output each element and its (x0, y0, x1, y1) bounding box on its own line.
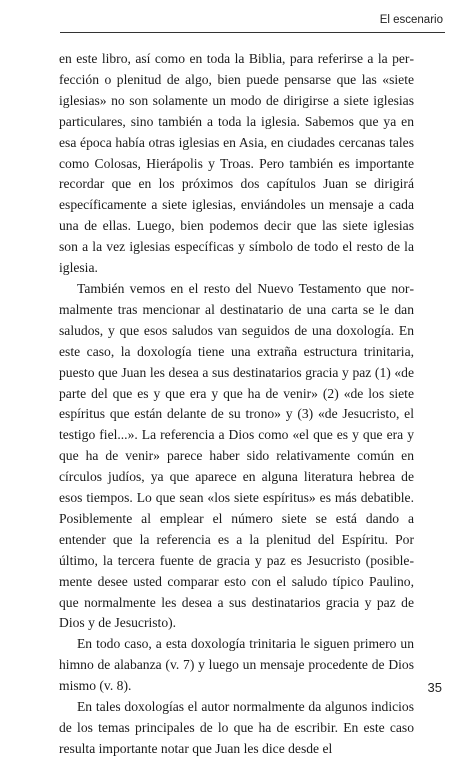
running-header: El escenario (379, 14, 443, 26)
page-number: 35 (427, 680, 442, 695)
body-text (59, 49, 414, 760)
header-rule (60, 32, 445, 33)
paragraph: En tales doxologías el autor normalmente da algunos indicios de los temas principales de lo que ha de escribir. En este caso resulta importante notar que Juan les dice desde el (59, 699, 414, 756)
paragraph: También vemos en el resto del Nuevo Testamento que normalmente tras mencionar al destinatario de una carta se le dan saludos, y que esos saludos van seguidos de una doxología. En este caso, la doxología tiene una extraña estructura trinitaria, puesto que Juan les desea a sus destinatarios gracia y paz (1) «de parte del que es y que era y que ha de venir» (2) «de los siete espíritus que están delante de su trono» y (3) «de Jesucristo, el testigo fiel...». La referencia a Dios como «el que es y que era y que ha de venir» parece haber sido relativamente común en círculos judíos, ya que aparece en alguna literatura hebrea de esos tiempos. Lo que sean «los siete espíritus» es más debatible. Posiblemente al emplear el número siete se está dando a entender que la referencia es a la plenitud del Espíritu. Por último, la tercera fuente de gracia y paz es Jesucristo (posiblemente desee usted comparar esto con el saludo típico Paulino, que normalmente les desea a sus destinatarios gracia y paz de Dios y de Jesucristo). (59, 280, 414, 631)
paragraph: en este libro, así como en toda la Biblia, para referirse a la perfección o plenitud de algo, bien puede pensarse que las «siete iglesias» no son solamente un modo de dirigirse a siete iglesias particulares, sino también a toda la iglesia. Sabemos que ya en esa época había otras iglesias en Asia, en ciudades cercanas tales como Colosas, Hierápolis y Troas. Pero también es importante recordar que en los próximos dos capítulos Juan se dirigirá específicamente a siete iglesias, enviándoles un mensaje a cada una de ellas. Luego, bien podemos decir que las siete iglesias son a la vez iglesias específicas y símbolo de todo el resto de la iglesia. (59, 51, 414, 276)
paragraph: En todo caso, a esta doxología trinitaria le siguen primero un himno de alabanza (v. 7) y luego un mensaje procedente de Dios mismo (v. 8). (59, 636, 414, 694)
